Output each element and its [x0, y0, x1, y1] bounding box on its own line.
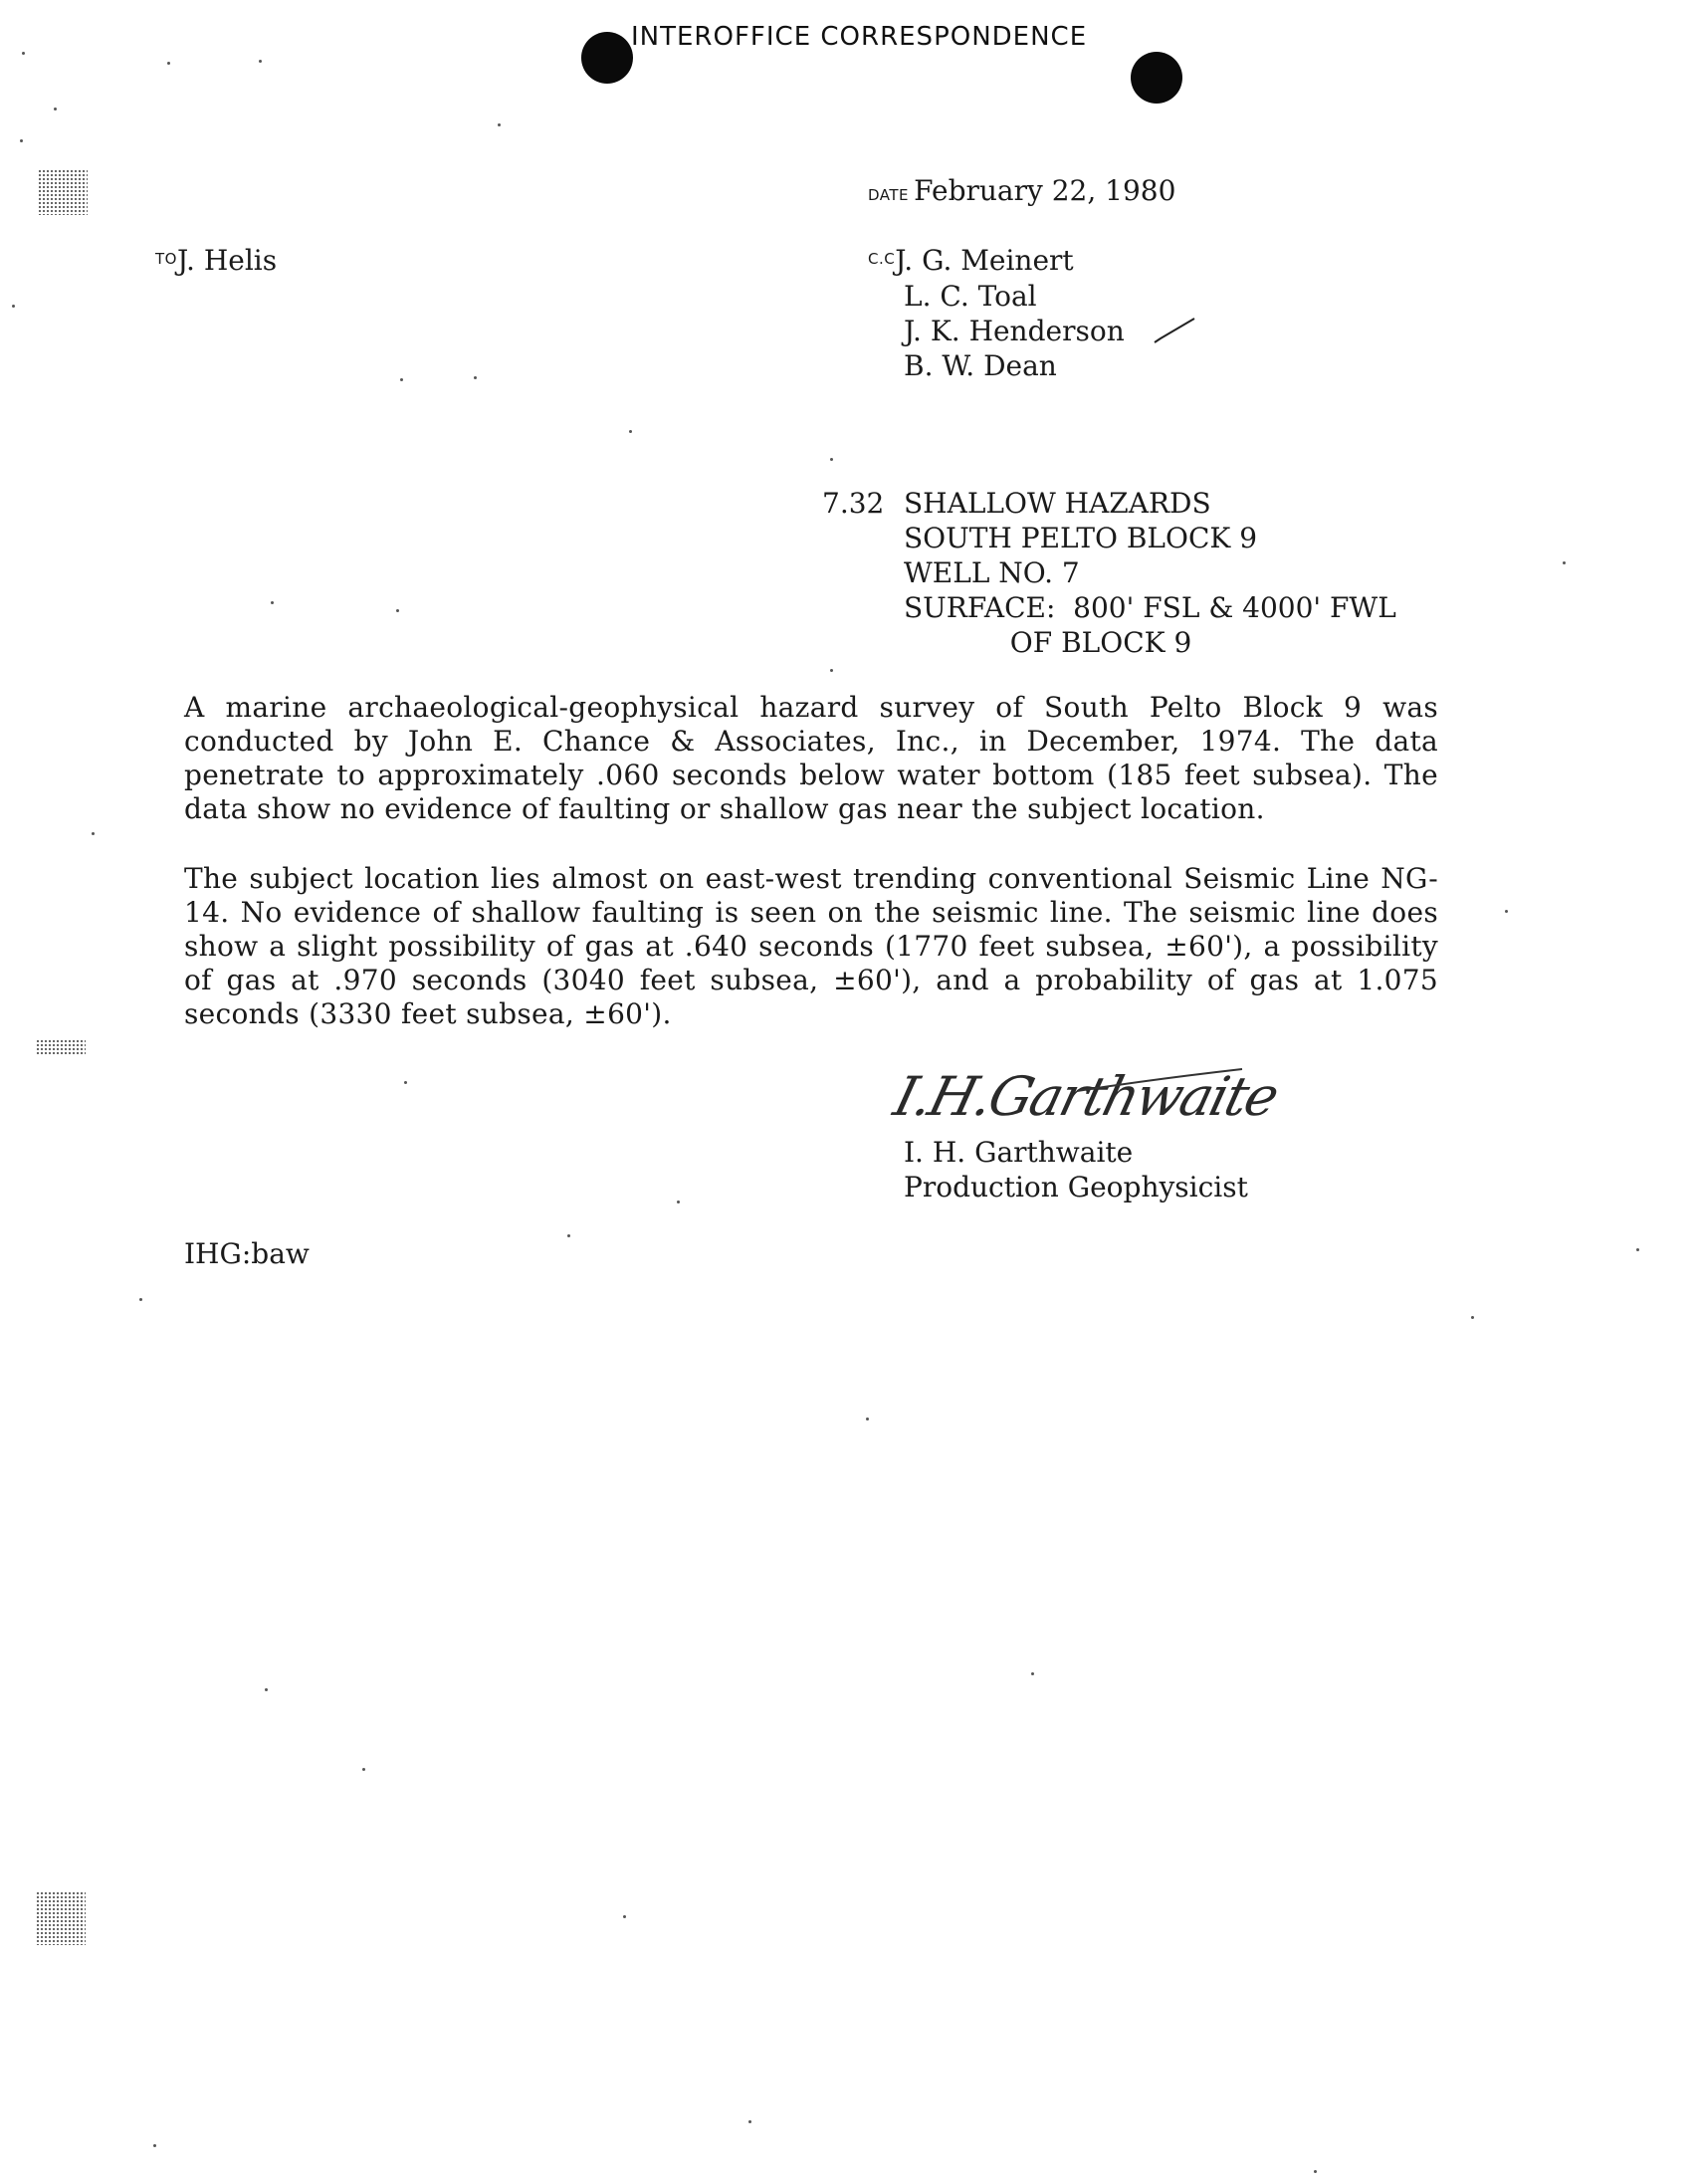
scan-artifact — [36, 1891, 86, 1945]
body-paragraph-2: The subject location lies almost on east-west trending conventional Seismic Line NG-14. No evidence of shallow faulting is seen on the seismic line. The seismic line does show a slight possibility of gas at .640 seconds (1770 feet subsea, ±60'), a possibility of gas at .970 seconds (3040 feet subsea, ±60'), and a probability of gas at 1.075 seconds (3330 feet subsea, ±60'). — [184, 862, 1438, 1030]
scan-speck — [474, 376, 477, 379]
date-block — [868, 173, 1175, 208]
scan-artifact — [36, 1039, 86, 1055]
reference-initials: IHG:baw — [184, 1237, 310, 1270]
date-label: DATE — [868, 186, 910, 204]
scan-speck — [12, 305, 15, 308]
scan-speck — [567, 1234, 570, 1237]
scan-speck — [167, 62, 170, 65]
body-paragraph-1: A marine archaeological-geophysical hazard survey of South Pelto Block 9 was conducted by John E. Chance & Associates, Inc., in December, 1974. The data penetrate to approximately .060 seconds below water bottom (185 feet subsea). The data show no evidence of faulting or shallow gas near the subject location. — [184, 691, 1438, 825]
subject-line: OF BLOCK 9 — [904, 626, 1192, 659]
scan-speck — [153, 2144, 156, 2147]
scan-speck — [54, 108, 57, 110]
scan-speck — [677, 1201, 680, 1203]
scan-speck — [1563, 561, 1566, 564]
cc-recipient: L. C. Toal — [904, 280, 1037, 313]
cc-recipient: B. W. Dean — [904, 349, 1057, 382]
punch-hole-right — [1131, 52, 1182, 104]
scan-speck — [22, 52, 25, 55]
scan-speck — [396, 609, 399, 612]
scan-speck — [400, 378, 403, 381]
scan-speck — [623, 1915, 626, 1918]
scan-speck — [498, 123, 501, 126]
handwritten-signature: I.H.Garthwaite — [888, 1065, 1284, 1128]
to-label: TO — [155, 250, 177, 268]
cc-recipient: J. G. Meinert — [895, 244, 1074, 277]
scan-speck — [830, 458, 833, 461]
scan-speck — [866, 1418, 869, 1420]
to-block — [155, 243, 277, 278]
cc-label: C.C — [868, 250, 896, 268]
subject-line: SOUTH PELTO BLOCK 9 — [904, 522, 1258, 554]
signatory-name: I. H. Garthwaite — [904, 1136, 1134, 1169]
scan-speck — [1314, 2170, 1317, 2173]
scan-speck — [92, 832, 95, 835]
scan-speck — [1471, 1316, 1474, 1319]
date-value: February 22, 1980 — [914, 174, 1176, 207]
scan-speck — [265, 1688, 268, 1691]
scan-artifact — [38, 169, 88, 215]
scan-speck — [1636, 1248, 1639, 1251]
cc-block — [868, 243, 1074, 278]
subject-line: SURFACE: 800' FSL & 4000' FWL — [904, 591, 1396, 624]
subject-line: SHALLOW HAZARDS — [904, 487, 1211, 520]
scan-speck — [362, 1768, 365, 1771]
cc-recipient: J. K. Henderson — [904, 315, 1125, 347]
scan-speck — [20, 139, 23, 142]
punch-hole-left — [581, 32, 633, 84]
scan-speck — [830, 669, 833, 672]
scan-speck — [259, 60, 262, 63]
scan-speck — [404, 1081, 407, 1084]
to-value: J. Helis — [176, 244, 278, 277]
signature-flourish — [1075, 1065, 1244, 1099]
scan-speck — [748, 2120, 751, 2123]
scan-speck — [139, 1298, 142, 1301]
subject-line: WELL NO. 7 — [904, 556, 1080, 589]
check-mark — [1153, 317, 1196, 346]
scan-speck — [271, 601, 274, 604]
scan-speck — [1505, 910, 1508, 913]
document-header: INTEROFFICE CORRESPONDENCE — [631, 22, 1088, 52]
scan-speck — [629, 430, 632, 433]
signatory-title: Production Geophysicist — [904, 1171, 1248, 1203]
scan-speck — [1031, 1672, 1034, 1675]
subject-number: 7.32 — [822, 487, 885, 520]
